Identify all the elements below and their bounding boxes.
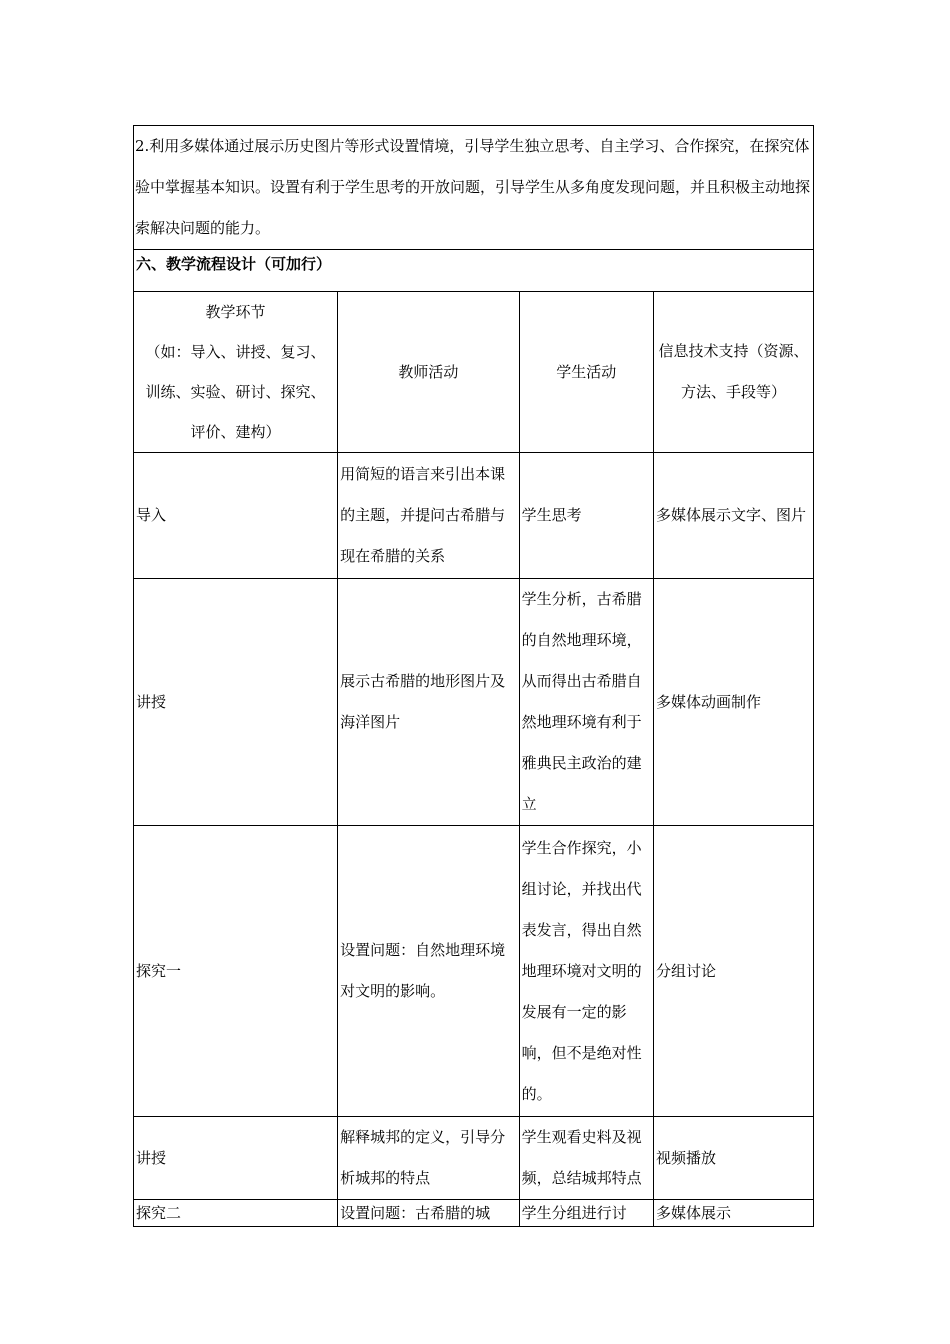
student-cell: 学生思考: [519, 453, 653, 579]
tech-cell: 分组讨论: [653, 826, 813, 1117]
document-page: [133, 125, 814, 1227]
table-header-row: [134, 292, 814, 453]
tech-cell: 多媒体动画制作: [653, 579, 813, 826]
tech-cell: 视频播放: [653, 1117, 813, 1200]
teacher-cell: 展示古希腊的地形图片及海洋图片: [338, 579, 520, 826]
stage-cell: 讲授: [134, 579, 338, 826]
header-stage-line: 教学环节: [205, 303, 266, 321]
table-row: [134, 1117, 814, 1200]
student-cell: 学生观看史料及视频，总结城邦特点: [519, 1117, 653, 1200]
stage-cell: 探究一: [134, 826, 338, 1117]
student-cell: 学生分析，古希腊的自然地理环境，从而得出古希腊自然地理环境有利于雅典民主政治的建立: [519, 579, 653, 826]
student-cell: 学生分组进行讨: [519, 1200, 653, 1227]
intro-row: [134, 126, 814, 250]
teacher-cell: 用简短的语言来引出本课的主题，并提问古希腊与现在希腊的关系: [338, 453, 520, 579]
stage-cell: 探究二: [134, 1200, 338, 1227]
section-title-row: [134, 250, 814, 292]
header-stage-line: 评价、建构）: [190, 423, 281, 441]
teacher-cell: 设置问题：自然地理环境对文明的影响。: [338, 826, 520, 1117]
stage-cell: 导入: [134, 453, 338, 579]
student-cell: 学生合作探究，小组讨论，并找出代表发言，得出自然地理环境对文明的发展有一定的影响，但不是绝对性的。: [519, 826, 653, 1117]
lesson-plan-table: [133, 125, 814, 1227]
section-title: 六、教学流程设计（可加行）: [134, 250, 814, 292]
teacher-cell: 设置问题：古希腊的城: [338, 1200, 520, 1227]
table-row: [134, 579, 814, 826]
header-tech: 信息技术支持（资源、方法、手段等）: [653, 292, 813, 453]
header-student: 学生活动: [519, 292, 653, 453]
table-row: [134, 1200, 814, 1227]
header-teacher: 教师活动: [338, 292, 520, 453]
table-row: [134, 826, 814, 1117]
intro-paragraph: 2.利用多媒体通过展示历史图片等形式设置情境，引导学生独立思考、自主学习、合作探究，在探究体验中掌握基本知识。设置有利于学生思考的开放问题，引导学生从多角度发现问题，并且积极主动地探索解决问题的能力。: [134, 126, 814, 250]
header-stage-line: 训练、实验、研讨、探究、: [145, 383, 326, 401]
header-stage: [134, 292, 338, 453]
stage-cell: 讲授: [134, 1117, 338, 1200]
tech-cell: 多媒体展示: [653, 1200, 813, 1227]
header-stage-line: （如：导入、讲授、复习、: [145, 343, 326, 361]
tech-cell: 多媒体展示文字、图片: [653, 453, 813, 579]
table-row: [134, 453, 814, 579]
teacher-cell: 解释城邦的定义，引导分析城邦的特点: [338, 1117, 520, 1200]
